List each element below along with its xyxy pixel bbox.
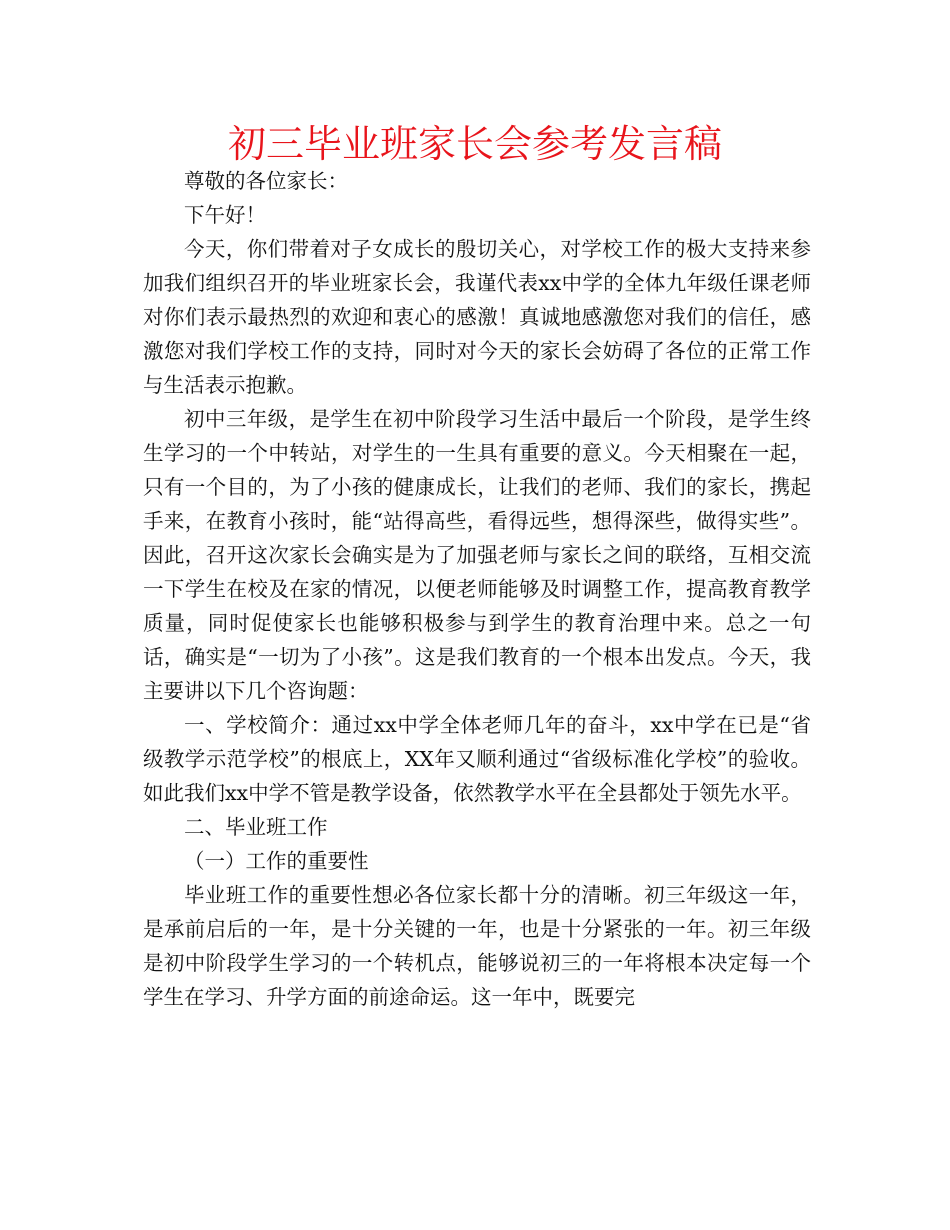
paragraph-importance: 毕业班工作的重要性想必各位家长都十分的清晰。初三年级这一年，是承前启后的一年，是十分关键的一年，也是十分紧张的一年。初三年级是初中阶段学生学习的一个转机点，能够说初三的一年将根本决定每一个学生在学习、升学方面的前途命运。这一年中，既要完 (143, 883, 811, 1009)
salutation: 尊敬的各位家长： (184, 169, 348, 193)
paragraph-grade-three: 初中三年级，是学生在初中阶段学习生活中最后一个阶段，是学生终生学习的一个中转站，对学生的一生具有重要的意义。今天相聚在一起，只有一个目的，为了小孩的健康成长，让我们的老师、我们的家长，携起手来，在教育小孩时，能“站得高些，看得远些，想得深些，做得实些”。因此，召开这次家长会确实是为了加强老师与家长之间的联络，互相交流一下学生在校及在家的情况，以便老师能够及时调整工作，提高教育教学质量，同时促使家长也能够积极参与到学生的教育治理中来。总之一句话，确实是“一切为了小孩”。这是我们教育的一个根本出发点。今天，我主要讲以下几个咨询题： (143, 407, 811, 703)
document-body (143, 164, 811, 1014)
document-title: 初三毕业班家长会参考发言稿 (227, 122, 722, 166)
greeting: 下午好！ (184, 203, 266, 227)
paragraph-school-intro: 一、学校简介：通过xx中学全体老师几年的奋斗，xx中学在已是“省级教学示范学校”的根底上，XX年又顺利通过“省级标准化学校”的验收。如此我们xx中学不管是教学设备，依然教学水平在全县都处于领先水平。 (143, 713, 811, 805)
subsection-heading-importance: （一）工作的重要性 (184, 849, 369, 873)
section-heading-graduating-class: 二、毕业班工作 (184, 815, 328, 839)
paragraph-welcome: 今天，你们带着对子女成长的殷切关心，对学校工作的极大支持来参加我们组织召开的毕业班家长会，我谨代表xx中学的全体九年级任课老师对你们表示最热烈的欢迎和衷心的感激！真诚地感激您对我们的信任，感激您对我们学校工作的支持，同时对今天的家长会妨碍了各位的正常工作与生活表示抱歉。 (143, 237, 811, 397)
